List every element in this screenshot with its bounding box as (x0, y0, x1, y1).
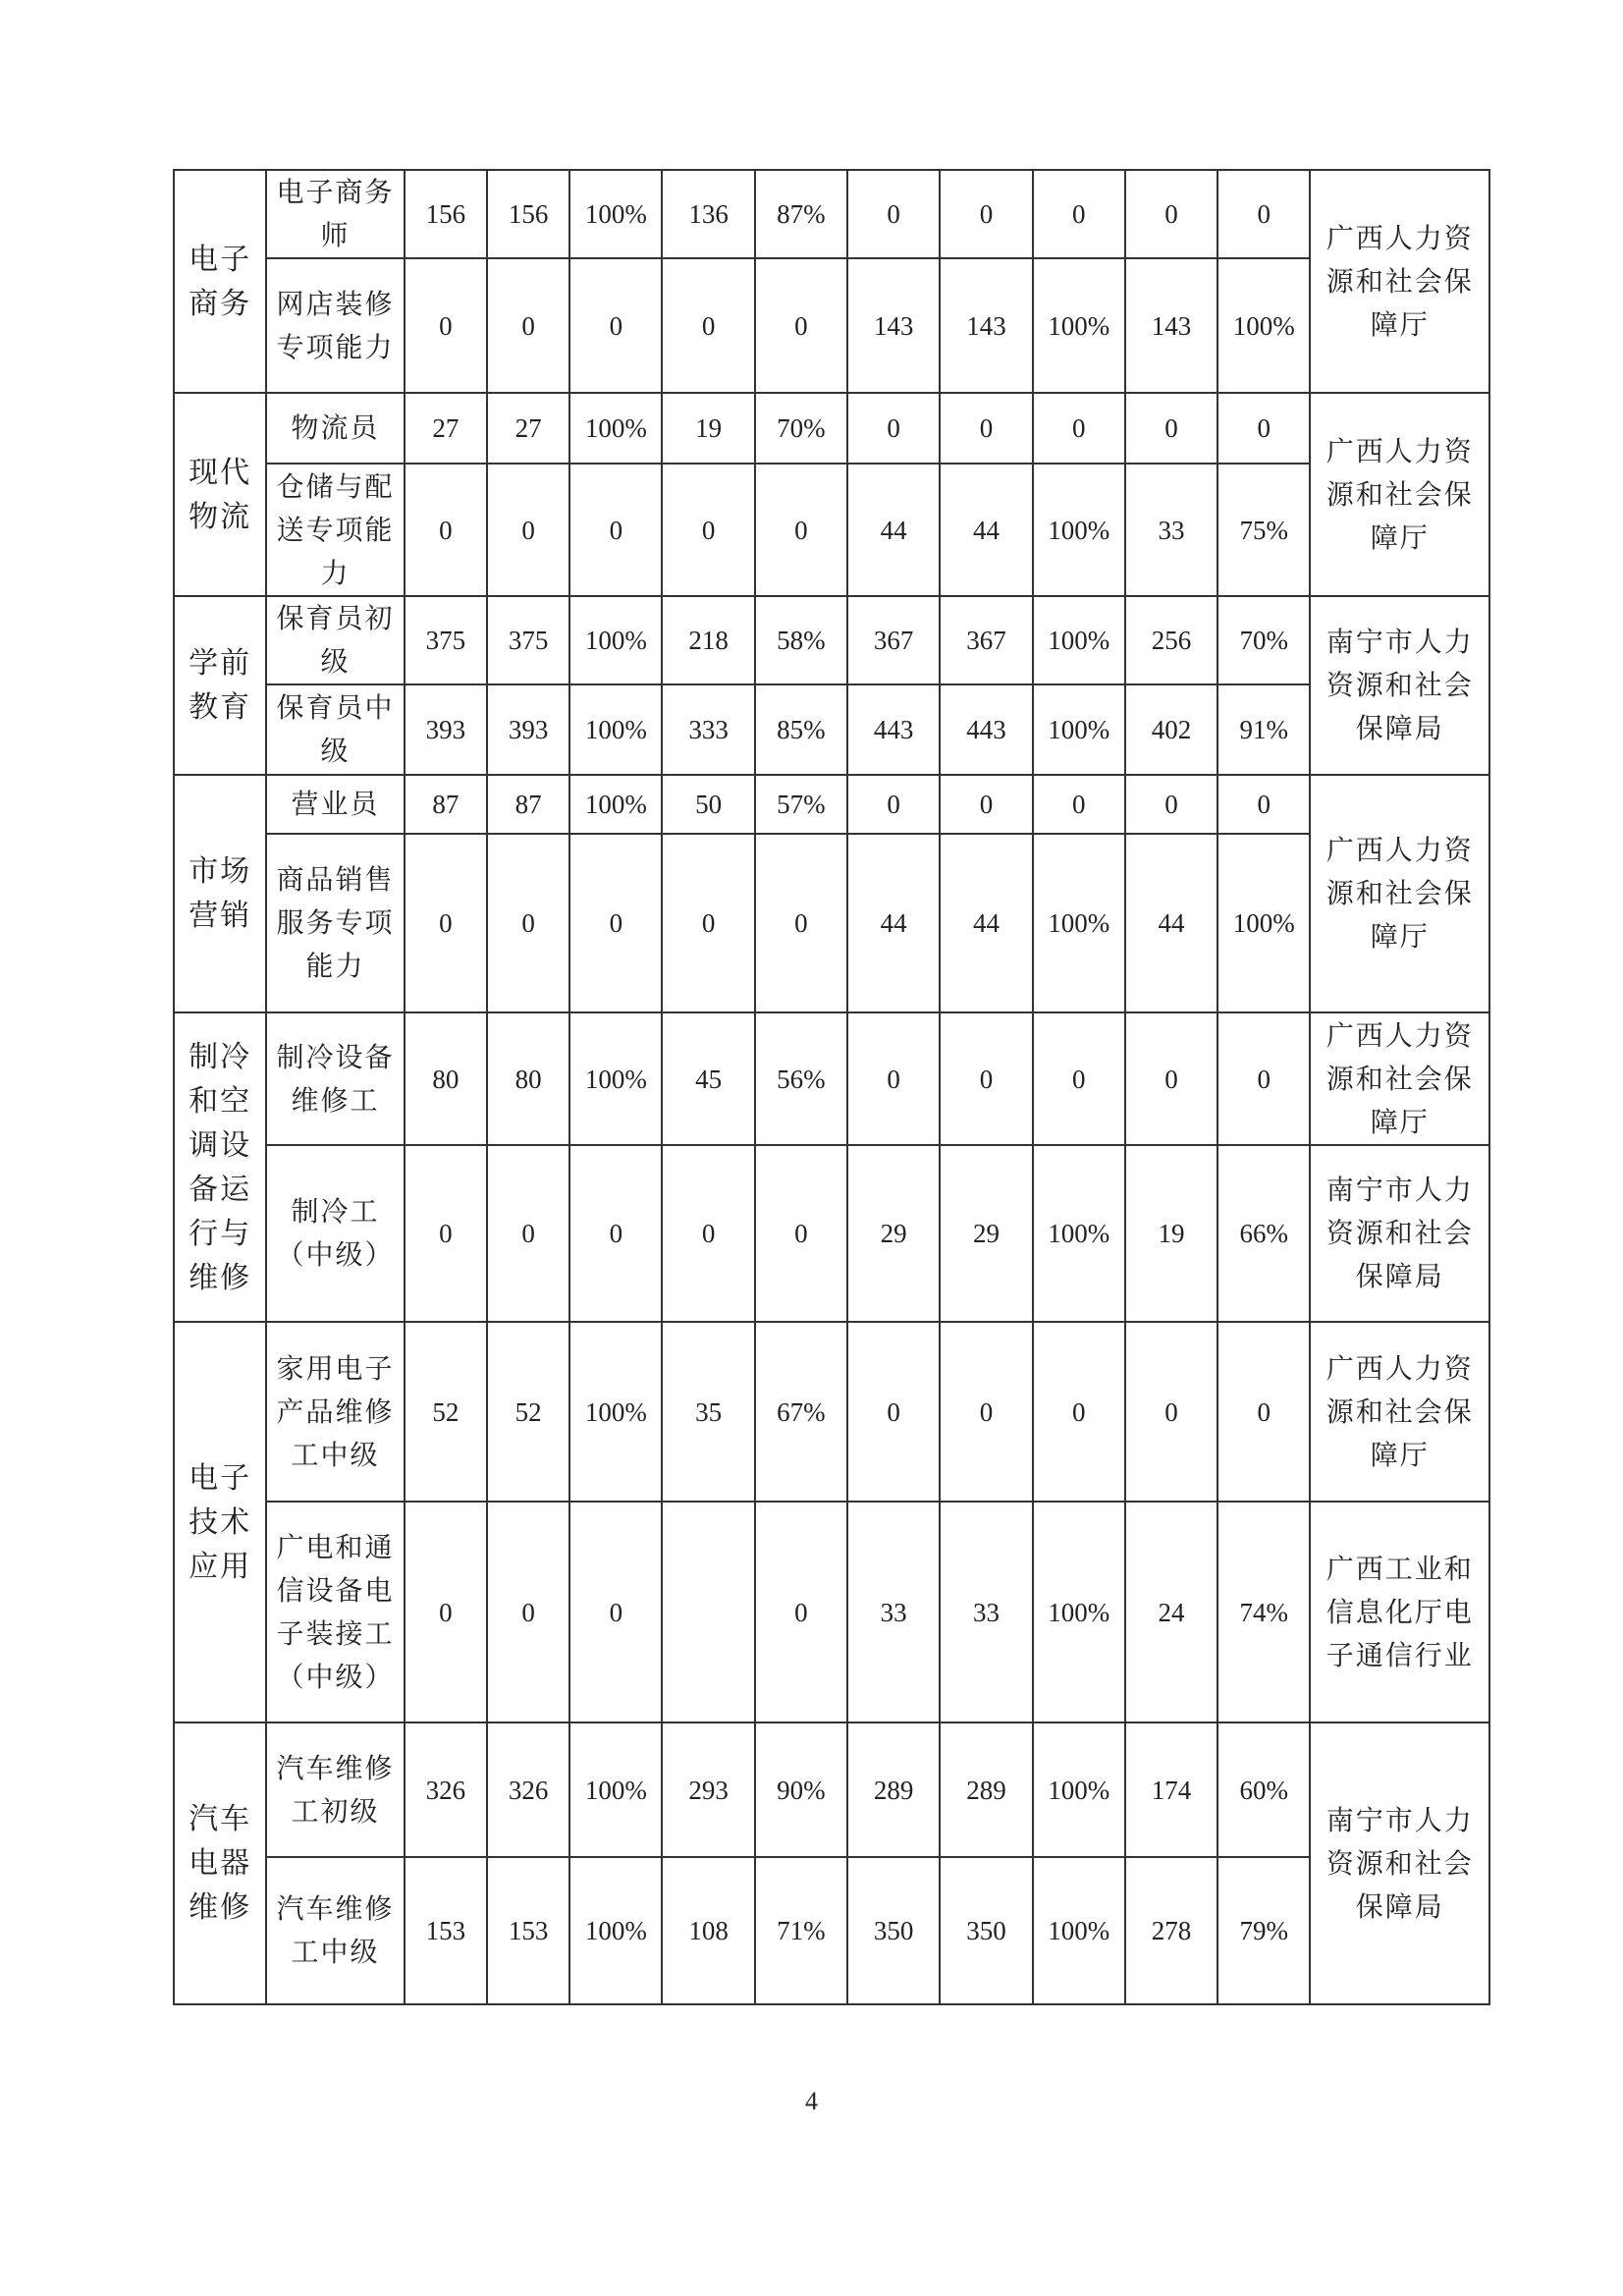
value-cell: 90% (755, 1722, 847, 1857)
occupation-cell: 汽车维修工中级 (266, 1857, 404, 2004)
value-cell: 0 (940, 1012, 1032, 1145)
value-cell: 44 (940, 464, 1032, 596)
value-cell: 153 (405, 1857, 487, 2004)
value-cell: 0 (1217, 775, 1310, 834)
value-cell: 71% (755, 1857, 847, 2004)
value-cell: 100% (1033, 258, 1125, 393)
value-cell: 156 (487, 170, 569, 258)
occupation-cell: 营业员 (266, 775, 404, 834)
value-cell: 52 (487, 1322, 569, 1502)
value-cell: 0 (487, 258, 569, 393)
value-cell: 0 (940, 1322, 1032, 1502)
occupation-cell: 保育员中级 (266, 684, 404, 775)
value-cell: 0 (1033, 170, 1125, 258)
value-cell: 87 (405, 775, 487, 834)
value-cell: 91% (1217, 684, 1310, 775)
value-cell: 79% (1217, 1857, 1310, 2004)
occupation-cell: 仓储与配送专项能力 (266, 464, 404, 596)
value-cell: 0 (569, 1502, 662, 1722)
value-cell: 0 (1125, 393, 1217, 464)
value-cell: 443 (847, 684, 940, 775)
table-row (174, 1322, 1489, 1502)
value-cell: 100% (1033, 596, 1125, 684)
agency-cell: 广西人力资源和社会保障厅 (1310, 1322, 1489, 1502)
value-cell: 87 (487, 775, 569, 834)
value-cell: 85% (755, 684, 847, 775)
value-cell: 0 (662, 1145, 754, 1322)
value-cell: 0 (569, 1145, 662, 1322)
value-cell: 100% (1217, 834, 1310, 1012)
occupation-cell: 商品销售服务专项能力 (266, 834, 404, 1012)
value-cell (662, 1502, 754, 1722)
value-cell: 0 (1125, 170, 1217, 258)
value-cell: 0 (487, 834, 569, 1012)
value-cell: 44 (1125, 834, 1217, 1012)
value-cell: 367 (847, 596, 940, 684)
table-row (174, 1857, 1489, 2004)
value-cell: 44 (940, 834, 1032, 1012)
value-cell: 367 (940, 596, 1032, 684)
value-cell: 136 (662, 170, 754, 258)
value-cell: 100% (1033, 684, 1125, 775)
value-cell: 0 (755, 1145, 847, 1322)
value-cell: 35 (662, 1322, 754, 1502)
value-cell: 0 (940, 393, 1032, 464)
value-cell: 0 (847, 170, 940, 258)
value-cell: 0 (405, 1502, 487, 1722)
value-cell: 50 (662, 775, 754, 834)
table-row (174, 684, 1489, 775)
table-row (174, 775, 1489, 834)
value-cell: 100% (569, 1857, 662, 2004)
value-cell: 0 (847, 393, 940, 464)
value-cell: 100% (1033, 1722, 1125, 1857)
value-cell: 333 (662, 684, 754, 775)
occupation-cell: 制冷工（中级） (266, 1145, 404, 1322)
value-cell: 0 (569, 258, 662, 393)
major-cell: 现代物流 (174, 393, 266, 596)
agency-cell: 广西人力资源和社会保障厅 (1310, 393, 1489, 596)
value-cell: 0 (569, 834, 662, 1012)
value-cell: 143 (1125, 258, 1217, 393)
occupation-cell: 电子商务师 (266, 170, 404, 258)
value-cell: 393 (405, 684, 487, 775)
value-cell: 0 (1217, 393, 1310, 464)
value-cell: 29 (847, 1145, 940, 1322)
value-cell: 143 (847, 258, 940, 393)
value-cell: 80 (487, 1012, 569, 1145)
agency-cell: 南宁市人力资源和社会保障局 (1310, 1722, 1489, 2004)
major-cell: 电子商务 (174, 170, 266, 393)
agency-cell: 南宁市人力资源和社会保障局 (1310, 596, 1489, 775)
value-cell: 70% (1217, 596, 1310, 684)
value-cell: 44 (847, 834, 940, 1012)
value-cell: 0 (487, 1145, 569, 1322)
value-cell: 100% (569, 1322, 662, 1502)
value-cell: 27 (487, 393, 569, 464)
value-cell: 100% (1033, 1857, 1125, 2004)
table-row (174, 464, 1489, 596)
value-cell: 0 (755, 464, 847, 596)
value-cell: 350 (847, 1857, 940, 2004)
value-cell: 100% (569, 393, 662, 464)
value-cell: 80 (405, 1012, 487, 1145)
occupation-cell: 广电和通信设备电子装接工（中级） (266, 1502, 404, 1722)
value-cell: 0 (405, 1145, 487, 1322)
major-cell: 市场营销 (174, 775, 266, 1012)
value-cell: 278 (1125, 1857, 1217, 2004)
value-cell: 24 (1125, 1502, 1217, 1722)
value-cell: 375 (487, 596, 569, 684)
occupation-cell: 汽车维修工初级 (266, 1722, 404, 1857)
value-cell: 0 (755, 258, 847, 393)
occupation-cell: 家用电子产品维修工中级 (266, 1322, 404, 1502)
value-cell: 33 (940, 1502, 1032, 1722)
value-cell: 100% (1217, 258, 1310, 393)
value-cell: 0 (405, 258, 487, 393)
value-cell: 0 (662, 258, 754, 393)
value-cell: 156 (405, 170, 487, 258)
agency-cell: 广西人力资源和社会保障厅 (1310, 775, 1489, 1012)
value-cell: 45 (662, 1012, 754, 1145)
value-cell: 256 (1125, 596, 1217, 684)
value-cell: 0 (487, 1502, 569, 1722)
agency-cell: 广西人力资源和社会保障厅 (1310, 170, 1489, 393)
value-cell: 44 (847, 464, 940, 596)
value-cell: 326 (405, 1722, 487, 1857)
table-row (174, 1722, 1489, 1857)
value-cell: 100% (569, 684, 662, 775)
value-cell: 350 (940, 1857, 1032, 2004)
table-row (174, 393, 1489, 464)
value-cell: 0 (847, 1322, 940, 1502)
value-cell: 0 (1217, 1322, 1310, 1502)
value-cell: 100% (569, 1722, 662, 1857)
value-cell: 56% (755, 1012, 847, 1145)
value-cell: 402 (1125, 684, 1217, 775)
value-cell: 33 (847, 1502, 940, 1722)
value-cell: 0 (1033, 775, 1125, 834)
table-row (174, 1502, 1489, 1722)
value-cell: 74% (1217, 1502, 1310, 1722)
value-cell: 0 (662, 464, 754, 596)
value-cell: 52 (405, 1322, 487, 1502)
value-cell: 0 (487, 464, 569, 596)
table-row (174, 258, 1489, 393)
value-cell: 289 (940, 1722, 1032, 1857)
table-row (174, 834, 1489, 1012)
value-cell: 57% (755, 775, 847, 834)
value-cell: 58% (755, 596, 847, 684)
value-cell: 0 (1033, 393, 1125, 464)
certification-table (173, 169, 1490, 2005)
value-cell: 0 (1125, 1012, 1217, 1145)
value-cell: 27 (405, 393, 487, 464)
agency-cell: 广西人力资源和社会保障厅 (1310, 1012, 1489, 1145)
table-row (174, 1145, 1489, 1322)
value-cell: 218 (662, 596, 754, 684)
value-cell: 0 (847, 775, 940, 834)
value-cell: 100% (1033, 464, 1125, 596)
value-cell: 19 (662, 393, 754, 464)
value-cell: 0 (940, 170, 1032, 258)
value-cell: 443 (940, 684, 1032, 775)
value-cell: 0 (1125, 1322, 1217, 1502)
value-cell: 0 (1217, 1012, 1310, 1145)
value-cell: 375 (405, 596, 487, 684)
value-cell: 393 (487, 684, 569, 775)
page-number: 4 (805, 2087, 818, 2115)
occupation-cell: 物流员 (266, 393, 404, 464)
major-cell: 电子技术应用 (174, 1322, 266, 1722)
occupation-cell: 网店装修专项能力 (266, 258, 404, 393)
major-cell: 制冷和空调设备运行与维修 (174, 1012, 266, 1322)
major-cell: 汽车电器维修 (174, 1722, 266, 2004)
agency-cell: 南宁市人力资源和社会保障局 (1310, 1145, 1489, 1322)
value-cell: 87% (755, 170, 847, 258)
table-row (174, 1012, 1489, 1145)
value-cell: 100% (1033, 1145, 1125, 1322)
agency-cell: 广西工业和信息化厅电子通信行业 (1310, 1502, 1489, 1722)
occupation-cell: 保育员初级 (266, 596, 404, 684)
major-cell: 学前教育 (174, 596, 266, 775)
value-cell: 100% (1033, 834, 1125, 1012)
value-cell: 100% (1033, 1502, 1125, 1722)
value-cell: 75% (1217, 464, 1310, 596)
value-cell: 0 (940, 775, 1032, 834)
value-cell: 0 (1217, 170, 1310, 258)
value-cell: 100% (569, 775, 662, 834)
value-cell: 0 (847, 1012, 940, 1145)
table-row (174, 170, 1489, 258)
value-cell: 0 (755, 1502, 847, 1722)
value-cell: 60% (1217, 1722, 1310, 1857)
value-cell: 0 (1033, 1322, 1125, 1502)
value-cell: 100% (569, 1012, 662, 1145)
value-cell: 153 (487, 1857, 569, 2004)
value-cell: 66% (1217, 1145, 1310, 1322)
value-cell: 293 (662, 1722, 754, 1857)
occupation-cell: 制冷设备维修工 (266, 1012, 404, 1145)
value-cell: 143 (940, 258, 1032, 393)
value-cell: 67% (755, 1322, 847, 1502)
value-cell: 174 (1125, 1722, 1217, 1857)
table-row (174, 596, 1489, 684)
value-cell: 70% (755, 393, 847, 464)
value-cell: 0 (755, 834, 847, 1012)
value-cell: 0 (1125, 775, 1217, 834)
value-cell: 326 (487, 1722, 569, 1857)
value-cell: 100% (569, 596, 662, 684)
value-cell: 19 (1125, 1145, 1217, 1322)
value-cell: 0 (405, 464, 487, 596)
value-cell: 0 (1033, 1012, 1125, 1145)
value-cell: 0 (569, 464, 662, 596)
value-cell: 108 (662, 1857, 754, 2004)
value-cell: 33 (1125, 464, 1217, 596)
value-cell: 289 (847, 1722, 940, 1857)
value-cell: 29 (940, 1145, 1032, 1322)
value-cell: 0 (662, 834, 754, 1012)
value-cell: 0 (405, 834, 487, 1012)
value-cell: 100% (569, 170, 662, 258)
